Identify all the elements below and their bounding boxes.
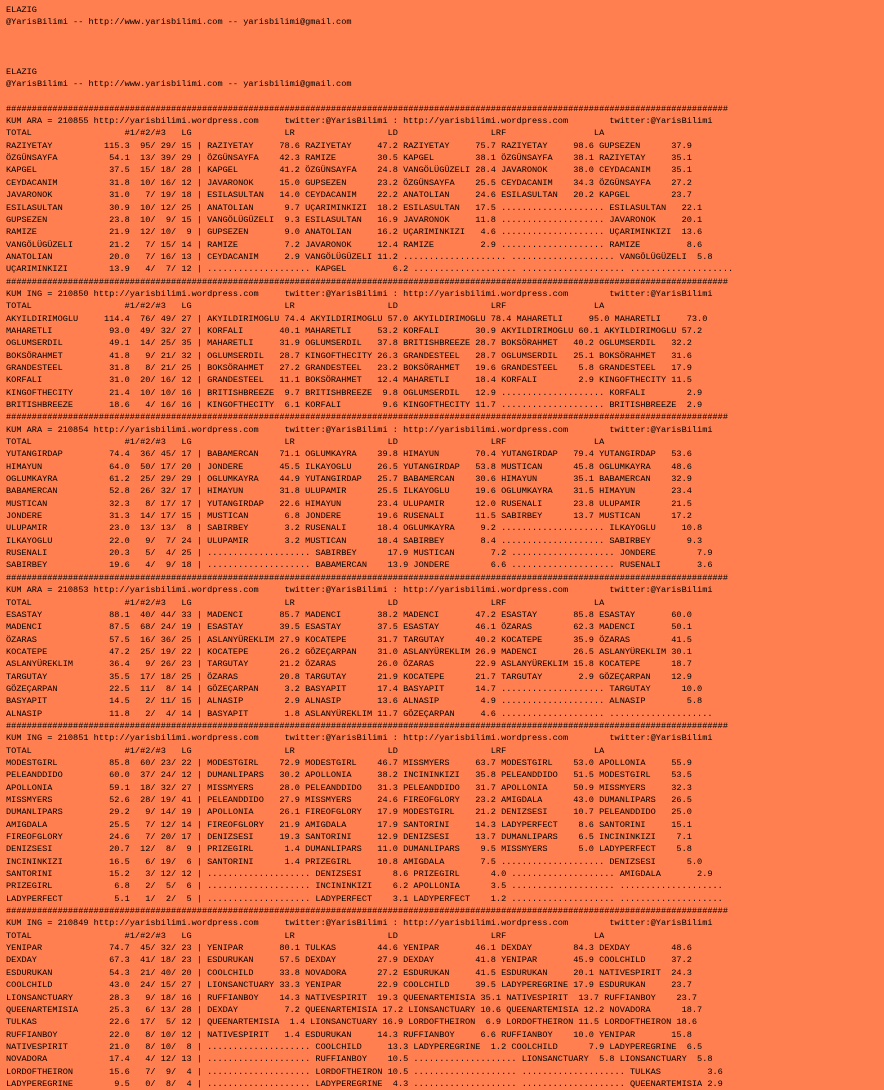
blank-line <box>6 90 884 102</box>
table-row: MODESTGIRL 85.8 60/ 23/ 22 | MODESTGIRL 72.9 MODESTGIRL 46.7 MISSMYERS 63.7 MODESTGIRL 53.0 APOLLONIA 55.9 <box>6 757 692 768</box>
table-row: HIMAYUN 64.0 50/ 17/ 20 | JONDERE 45.5 ILKAYOGLU 26.5 YUTANGIRDAP 53.8 MUSTICAN 45.8 OGLUMKAYRA 48.6 <box>6 461 692 472</box>
race-header: KUM ING = 210849 http://yarisbilimi.wordpress.com twitter:@YarisBilimi : http://yarisbilimi.wordpress.com twitter:@YarisBilimi <box>6 918 713 929</box>
table-row: GRANDESTEEL 31.8 8/ 21/ 25 | BOKSÖRAHMET 27.2 GRANDESTEEL 23.2 BOKSÖRAHMET 19.6 GRANDESTEEL 5.8 GRANDESTEEL 17.9 <box>6 362 692 373</box>
table-row: JONDERE 31.3 14/ 17/ 15 | MUSTICAN 6.8 JONDERE 19.6 RUSENALI 11.5 SABIRBEY 13.7 MUSTICAN 17.2 <box>6 511 692 522</box>
table-row: JAVARONOK 31.0 7/ 19/ 18 | ESILASULTAN 14.0 CEYDACANIM 22.2 ANATOLIAN 24.6 ESILASULTAN 20.2 KAPGEL 23.7 <box>6 190 692 201</box>
blank-line <box>6 41 884 53</box>
table-row: APOLLONIA 59.1 18/ 32/ 27 | MISSMYERS 28.0 PELEANDDIDO 31.3 PELEANDDIDO 31.7 APOLLONIA 50.9 MISSMYERS 32.3 <box>6 782 692 793</box>
table-row: OGLUMKAYRA 61.2 25/ 29/ 29 | OGLUMKAYRA 44.9 YUTANGIRDAP 25.7 BABAMERCAN 30.6 HIMAYUN 35.1 BABAMERCAN 32.9 <box>6 474 692 485</box>
table-row: LADYPERFECT 5.1 1/ 2/ 5 | .................... LADYPERFECT 3.1 LADYPERFECT 1.2 .................... .................... <box>6 893 723 904</box>
table-row: ESDURUKAN 54.3 21/ 40/ 20 | COOLCHILD 33.8 NOVADORA 27.2 ESDURUKAN 41.5 ESDURUKAN 20.1 NATIVESPIRIT 24.3 <box>6 967 692 978</box>
separator-line: ############################################################################################################################################ <box>6 103 728 114</box>
table-row: LADYPEREGRINE 9.5 0/ 8/ 4 | .................... LADYPEREGRINE 4.3 .................... .................... QUEENARTEMISIA 2.9 <box>6 1078 723 1089</box>
table-row: RAZIYETAY 115.3 95/ 29/ 15 | RAZIYETAY 78.6 RAZIYETAY 47.2 RAZIYETAY 75.7 RAZIYETAY 98.6 GUPSEZEN 37.9 <box>6 140 692 151</box>
table-row: RUFFIANBOY 22.0 8/ 10/ 12 | NATIVESPIRIT 1.4 ESDURUKAN 14.3 RUFFIANBOY 6.6 RUFFIANBOY 10.0 YENIPAR 15.8 <box>6 1029 692 1040</box>
table-row: TULKAS 22.6 17/ 5/ 12 | QUEENARTEMISIA 1.4 LIONSANCTUARY 16.9 LORDOFTHEIRON 6.9 LORDOFTHEIRON 11.5 LORDOFTHEIRON 18.6 <box>6 1017 698 1028</box>
table-row: ASLANYÜREKLIM 36.4 9/ 26/ 23 | TARGUTAY 21.2 ÖZARAS 26.0 ÖZARAS 22.9 ASLANYÜREKLIM 15.8 KOCATEPE 18.7 <box>6 659 692 670</box>
table-row: MISSMYERS 52.6 28/ 19/ 41 | PELEANDDIDO 27.9 MISSMYERS 24.6 FIREOFGLORY 23.2 AMIGDALA 43.0 DUMANLIPARS 26.5 <box>6 795 692 805</box>
race-header: KUM ARA = 210855 http://yarisbilimi.wordpress.com twitter:@YarisBilimi : http://yarisbilimi.wordpress.com twitter:@YarisBilimi <box>6 116 713 127</box>
table-row: AMIGDALA 25.5 7/ 12/ 14 | FIREOFGLORY 21.9 AMIGDALA 17.9 SANTORINI 14.3 LADYPERFECT 8.6 SANTORINI 15.1 <box>6 819 692 830</box>
table-row: RUSENALI 20.3 5/ 4/ 25 | .................... SABIRBEY 17.9 MUSTICAN 7.2 .................... JONDERE 7.9 <box>6 548 713 559</box>
separator-line: ############################################################################################################################################ <box>6 906 728 917</box>
race-header: KUM ING = 210850 http://yarisbilimi.wordpress.com twitter:@YarisBilimi : http://yarisbilimi.wordpress.com twitter:@YarisBilimi <box>6 288 713 299</box>
separator-line: ############################################################################################################################################ <box>6 412 728 423</box>
table-row: LORDOFTHEIRON 15.6 7/ 9/ 4 | .................... LORDOFTHEIRON 10.5 .................... .................... TULKAS 3.6 <box>6 1066 723 1077</box>
table-row: ESASTAY 88.1 40/ 44/ 33 | MADENCI 85.7 MADENCI 38.2 MADENCI 47.2 ESASTAY 85.8 ESASTAY 60.0 <box>6 609 692 620</box>
page-title-repeat: ELAZIG <box>6 66 37 77</box>
table-row: FIREOFGLORY 24.6 7/ 20/ 17 | DENIZSESI 19.3 SANTORINI 12.9 DENIZSESI 13.7 DUMANLIPARS 6.5 INCININKIZI 7.1 <box>6 832 692 843</box>
table-row: PELEANDDIDO 60.0 37/ 24/ 12 | DUMANLIPARS 30.2 APOLLONIA 38.2 INCININKIZI 35.8 PELEANDDIDO 51.5 MODESTGIRL 53.5 <box>6 770 692 781</box>
table-row: SANTORINI 15.2 3/ 12/ 12 | .................... DENIZSESI 8.6 PRIZEGIRL 4.0 .................... AMIGDALA 2.9 <box>6 869 713 880</box>
table-row: DUMANLIPARS 29.2 9/ 14/ 19 | APOLLONIA 26.1 FIREOFGLORY 17.9 MODESTGIRL 21.2 DENIZSESI 10.7 PELEANDDIDO 25.0 <box>6 807 692 818</box>
table-row: NOVADORA 17.4 4/ 12/ 13 | .................... RUFFIANBOY 10.5 .................... LIONSANCTUARY 5.8 LIONSANCTUARY 5.8 <box>6 1054 713 1065</box>
separator-line: ############################################################################################################################################ <box>6 276 728 287</box>
page-title: ELAZIG <box>6 5 37 15</box>
table-row: ANATOLIAN 20.0 7/ 16/ 13 | CEYDACANIM 2.9 VANGÖLÜGÜZELI 11.2 .................... .................... VANGÖLÜGÜZELI 5.8 <box>6 251 713 262</box>
race-header: KUM ING = 210851 http://yarisbilimi.wordpress.com twitter:@YarisBilimi : http://yarisbilimi.wordpress.com twitter:@YarisBilimi <box>6 733 713 744</box>
table-row: MADENCI 87.5 68/ 24/ 19 | ESASTAY 39.5 ESASTAY 37.5 ESASTAY 46.1 ÖZARAS 62.3 MADENCI 50.1 <box>6 622 692 633</box>
table-row: INCININKIZI 16.5 6/ 19/ 6 | SANTORINI 1.4 PRIZEGIRL 10.8 AMIGDALA 7.5 .................... DENIZSESI 5.0 <box>6 856 703 867</box>
race-header: KUM ARA = 210853 http://yarisbilimi.wordpress.com twitter:@YarisBilimi : http://yarisbilimi.wordpress.com twitter:@YarisBilimi <box>6 585 713 596</box>
column-header: TOTAL #1/#2/#3 LG LR LD LRF LA <box>6 597 605 608</box>
table-row: MAHARETLI 93.0 49/ 32/ 27 | KORFALI 40.1 MAHARETLI 53.2 KORFALI 30.9 AKYILDIRIMOGLU 60.1 AKYILDIRIMOGLU 57.2 <box>6 325 703 336</box>
table-row: QUEENARTEMISIA 25.3 6/ 13/ 28 | DEXDAY 7.2 QUEENARTEMISIA 17.2 LIONSANCTUARY 10.6 QUEENARTEMISIA 12.2 NOVADORA 18.7 <box>6 1004 703 1015</box>
credits-line-repeat: @YarisBilimi -- http://www.yarisbilimi.com -- yarisbilimi@gmail.com <box>6 79 352 90</box>
table-row: ULUPAMIR 23.0 13/ 13/ 8 | SABIRBEY 3.2 RUSENALI 18.4 OGLUMKAYRA 9.2 .................... ILKAYOGLU 10.8 <box>6 523 703 534</box>
race-list <box>6 103 884 1090</box>
table-row: RAMIZE 21.9 12/ 10/ 9 | GUPSEZEN 9.0 ANATOLIAN 16.2 UÇARIMINKIZI 4.6 .................... UÇARIMINKIZI 13.6 <box>6 227 703 238</box>
column-header: TOTAL #1/#2/#3 LG LR LD LRF LA <box>6 301 605 312</box>
column-header: TOTAL #1/#2/#3 LG LR LD LRF LA <box>6 930 605 941</box>
table-row: KORFALI 31.0 20/ 16/ 12 | GRANDESTEEL 11.1 BOKSÖRAHMET 12.4 MAHARETLI 18.4 KORFALI 2.9 KINGOFTHECITY 11.5 <box>6 375 692 386</box>
table-row: SABIRBEY 19.6 4/ 9/ 18 | .................... BABAMERCAN 13.9 JONDERE 6.6 .................... RUSENALI 3.6 <box>6 560 713 571</box>
table-row: LIONSANCTUARY 28.3 9/ 18/ 16 | RUFFIANBOY 14.3 NATIVESPIRIT 19.3 QUEENARTEMISIA 35.1 NATIVESPIRIT 13.7 RUFFIANBOY 23.7 <box>6 992 698 1003</box>
table-row: UÇARIMINKIZI 13.9 4/ 7/ 12 | .................... KAPGEL 6.2 .................... .................... .................... <box>6 264 734 275</box>
blank-line <box>6 29 884 41</box>
table-row: PRIZEGIRL 6.8 2/ 5/ 6 | .................... INCININKIZI 6.2 APOLLONIA 3.5 .................... .................... <box>6 881 723 892</box>
table-row: ALNASIP 11.8 2/ 4/ 14 | BASYAPIT 1.8 ASLANYÜREKLIM 11.7 GÖZEÇARPAN 4.6 .................... .................... <box>6 708 713 719</box>
table-row: OGLUMSERDIL 49.1 14/ 25/ 35 | MAHARETLI 31.9 OGLUMSERDIL 37.8 BRITISHBREEZE 28.7 BOKSÖRAHMET 40.2 OGLUMSERDIL 32.2 <box>6 338 692 349</box>
table-row: ESILASULTAN 30.9 10/ 12/ 25 | ANATOLIAN 9.7 UÇARIMINKIZI 18.2 ESILASULTAN 17.5 .................... ESILASULTAN 22.1 <box>6 202 703 213</box>
table-row: BABAMERCAN 52.8 26/ 32/ 17 | HIMAYUN 31.8 ULUPAMIR 25.5 ILKAYOGLU 19.6 OGLUMKAYRA 31.5 HIMAYUN 23.4 <box>6 486 692 497</box>
table-row: CEYDACANIM 31.8 10/ 16/ 12 | JAVARONOK 15.0 GUPSEZEN 23.2 ÖZGÜNSAYFA 25.5 CEYDACANIM 34.3 ÖZGÜNSAYFA 27.2 <box>6 177 692 188</box>
table-row: KINGOFTHECITY 21.4 10/ 10/ 16 | BRITISHBREEZE 9.7 BRITISHBREEZE 9.8 OGLUMSERDIL 12.9 .................... KORFALI 2.9 <box>6 387 703 398</box>
table-row: COOLCHILD 43.0 24/ 15/ 27 | LIONSANCTUARY 33.3 YENIPAR 22.9 COOLCHILD 39.5 LADYPEREGRINE 17.9 ESDURUKAN 23.7 <box>6 980 692 991</box>
column-header: TOTAL #1/#2/#3 LG LR LD LRF LA <box>6 745 605 756</box>
column-header: TOTAL #1/#2/#3 LG LR LD LRF LA <box>6 437 605 448</box>
table-row: GUPSEZEN 23.8 10/ 9/ 15 | VANGÖLÜGÜZELI 9.3 ESILASULTAN 16.9 JAVARONOK 11.8 .................... JAVARONOK 20.1 <box>6 214 703 225</box>
table-row: BRITISHBREEZE 18.6 4/ 16/ 16 | KINGOFTHECITY 6.1 KORFALI 9.6 KINGOFTHECITY 11.7 .................... BRITISHBREEZE 2.9 <box>6 400 703 410</box>
blank-line <box>6 53 884 65</box>
table-row: GÖZEÇARPAN 22.5 11/ 8/ 14 | GÖZEÇARPAN 3.2 BASYAPIT 17.4 BASYAPIT 14.7 .................... TARGUTAY 10.0 <box>6 683 703 694</box>
table-row: TARGUTAY 35.5 17/ 18/ 25 | ÖZARAS 20.8 TARGUTAY 21.9 KOCATEPE 21.7 TARGUTAY 2.9 GÖZEÇARPAN 12.9 <box>6 671 692 682</box>
separator-line: ############################################################################################################################################ <box>6 572 728 583</box>
table-row: ÖZGÜNSAYFA 54.1 13/ 39/ 29 | ÖZGÜNSAYFA 42.3 RAMIZE 30.5 KAPGEL 38.1 ÖZGÜNSAYFA 38.1 RAZIYETAY 35.1 <box>6 153 692 164</box>
table-row: DEXDAY 67.3 41/ 18/ 23 | ESDURUKAN 57.5 DEXDAY 27.9 DEXDAY 41.8 YENIPAR 45.9 COOLCHILD 37.2 <box>6 955 692 966</box>
table-row: BASYAPIT 14.5 2/ 11/ 15 | ALNASIP 2.9 ALNASIP 13.6 ALNASIP 4.9 .................... ALNASIP 5.8 <box>6 696 703 707</box>
table-row: NATIVESPIRIT 21.0 8/ 10/ 8 | .................... COOLCHILD 13.3 LADYPEREGRINE 1.2 COOLCHILD 7.9 LADYPEREGRINE 6.5 <box>6 1041 703 1052</box>
table-row: KAPGEL 37.5 15/ 18/ 28 | KAPGEL 41.2 ÖZGÜNSAYFA 24.8 VANGÖLÜGÜZELI 28.4 JAVARONOK 38.0 CEYDACANIM 35.1 <box>6 165 692 176</box>
separator-line: ############################################################################################################################################ <box>6 720 728 731</box>
table-row: DENIZSESI 20.7 12/ 8/ 9 | PRIZEGIRL 1.4 DUMANLIPARS 11.0 DUMANLIPARS 9.5 MISSMYERS 5.0 LADYPERFECT 5.8 <box>6 844 692 855</box>
table-row: KOCATEPE 47.2 25/ 19/ 22 | KOCATEPE 26.2 GÖZEÇARPAN 31.0 ASLANYÜREKLIM 26.9 MADENCI 26.5 ASLANYÜREKLIM 30.1 <box>6 646 692 657</box>
table-row: MUSTICAN 32.3 8/ 17/ 17 | YUTANGIRDAP 22.6 HIMAYUN 23.4 ULUPAMIR 12.0 RUSENALI 23.8 ULUPAMIR 21.5 <box>6 498 692 509</box>
table-row: YENIPAR 74.7 45/ 32/ 23 | YENIPAR 80.1 TULKAS 44.6 YENIPAR 46.1 DEXDAY 84.3 DEXDAY 48.6 <box>6 943 692 954</box>
table-row: ILKAYOGLU 22.0 9/ 7/ 24 | ULUPAMIR 3.2 MUSTICAN 18.4 SABIRBEY 8.4 .................... SABIRBEY 9.3 <box>6 535 703 546</box>
table-row: VANGÖLÜGÜZELI 21.2 7/ 15/ 14 | RAMIZE 7.2 JAVARONOK 12.4 RAMIZE 2.9 .................... RAMIZE 8.6 <box>6 239 703 250</box>
table-row: ÖZARAS 57.5 16/ 36/ 25 | ASLANYÜREKLIM 27.9 KOCATEPE 31.7 TARGUTAY 40.2 KOCATEPE 35.9 ÖZARAS 41.5 <box>6 634 692 645</box>
table-row: YUTANGIRDAP 74.4 36/ 45/ 17 | BABAMERCAN 71.1 OGLUMKAYRA 39.8 HIMAYUN 70.4 YUTANGIRDAP 79.4 YUTANGIRDAP 53.6 <box>6 449 692 460</box>
race-header: KUM ARA = 210854 http://yarisbilimi.wordpress.com twitter:@YarisBilimi : http://yarisbilimi.wordpress.com twitter:@YarisBilimi <box>6 424 713 435</box>
table-row: AKYILDIRIMOGLU 114.4 76/ 49/ 27 | AKYILDIRIMOGLU 74.4 AKYILDIRIMOGLU 57.0 AKYILDIRIMOGLU 78.4 MAHARETLI 95.0 MAHARETLI 73.0 <box>6 313 708 324</box>
table-row: BOKSÖRAHMET 41.8 9/ 21/ 32 | OGLUMSERDIL 28.7 KINGOFTHECITY 26.3 GRANDESTEEL 28.7 OGLUMSERDIL 25.1 BOKSÖRAHMET 31.6 <box>6 350 692 361</box>
column-header: TOTAL #1/#2/#3 LG LR LD LRF LA <box>6 128 605 139</box>
credits-line: @YarisBilimi -- http://www.yarisbilimi.com -- yarisbilimi@gmail.com <box>6 17 352 28</box>
